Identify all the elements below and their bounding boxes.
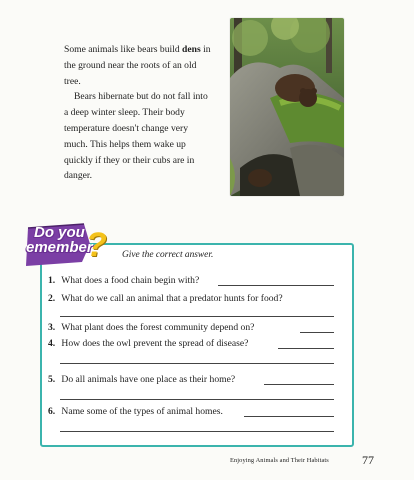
answer-line[interactable] <box>60 363 334 364</box>
question-text: What do we call an animal that a predator hunts for food? <box>61 293 283 304</box>
instruction: Give the correct answer. <box>122 250 214 260</box>
answer-line[interactable] <box>244 416 334 417</box>
footer-title: Enjoying Animals and Their Habitats <box>230 457 329 464</box>
badge-line-2: emember <box>26 239 93 256</box>
question-text: What does a food chain begin with? <box>61 275 200 286</box>
bold-term-dens: dens <box>182 44 201 55</box>
question-3 <box>48 322 254 333</box>
question-number: 3. <box>48 322 56 333</box>
page-number: 77 <box>362 453 374 467</box>
bear-photo <box>230 18 344 196</box>
answer-line[interactable] <box>278 348 334 349</box>
paragraph-hibernate: Bears hibernate but do not fall into a deep winter sleep. Their body temperature doesn't change very much. This helps them wake up quickly if they or their cubs are in danger. <box>64 91 208 182</box>
answer-line[interactable] <box>60 399 334 400</box>
badge-line-1: Do you <box>34 224 85 241</box>
answer-line[interactable] <box>300 332 334 333</box>
answer-line[interactable] <box>60 316 334 317</box>
question-number: 4. <box>48 338 56 349</box>
question-number: 5. <box>48 374 56 385</box>
question-mark-icon: ? <box>86 226 107 264</box>
question-text: What plant does the forest community depend on? <box>61 322 255 333</box>
answer-line[interactable] <box>218 285 334 286</box>
paragraph-text: in the ground near the roots of an old tree. <box>64 44 211 87</box>
question-text: Do all animals have one place as their home? <box>61 374 236 385</box>
question-6 <box>48 406 223 417</box>
body-text <box>64 42 212 184</box>
question-number: 2. <box>48 293 56 304</box>
paragraph-dens <box>64 42 212 89</box>
do-you-remember-badge <box>24 222 114 276</box>
answer-line[interactable] <box>264 384 334 385</box>
question-4 <box>48 338 248 349</box>
question-text: How does the owl prevent the spread of disease? <box>61 338 249 349</box>
answer-line[interactable] <box>60 431 334 432</box>
question-number: 1. <box>48 275 56 286</box>
question-number: 6. <box>48 406 56 417</box>
question-text: Name some of the types of animal homes. <box>61 406 223 417</box>
paragraph-text: Some animals like bears build <box>64 44 183 55</box>
bear-image <box>230 18 344 196</box>
question-5 <box>48 374 235 385</box>
question-1 <box>48 275 199 286</box>
question-2 <box>48 293 283 304</box>
